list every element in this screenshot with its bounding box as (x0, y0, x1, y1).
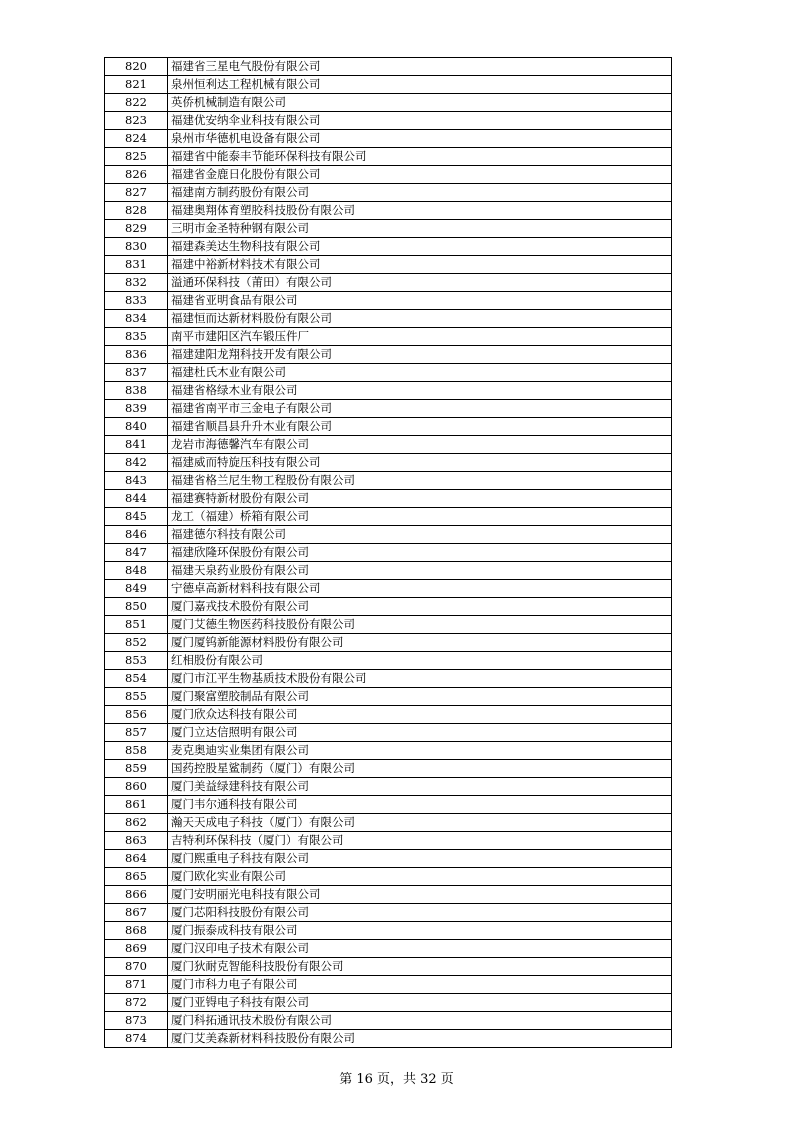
company-name: 福建恒而达新材料股份有限公司 (168, 310, 672, 328)
table-row (105, 400, 672, 418)
company-name: 国药控股星鲨制药（厦门）有限公司 (168, 760, 672, 778)
table-row (105, 544, 672, 562)
row-number: 823 (105, 112, 168, 130)
table-row (105, 868, 672, 886)
company-name: 福建威而特旋压科技有限公司 (168, 454, 672, 472)
company-name: 厦门欣众达科技有限公司 (168, 706, 672, 724)
row-number: 844 (105, 490, 168, 508)
table-row (105, 598, 672, 616)
row-number: 850 (105, 598, 168, 616)
company-name: 福建省格兰尼生物工程股份有限公司 (168, 472, 672, 490)
table-row (105, 166, 672, 184)
table-row (105, 742, 672, 760)
table-row (105, 796, 672, 814)
table-row (105, 256, 672, 274)
table-row (105, 1030, 672, 1048)
table-row (105, 526, 672, 544)
company-name: 福建省格绿木业有限公司 (168, 382, 672, 400)
row-number: 851 (105, 616, 168, 634)
table-row (105, 616, 672, 634)
row-number: 869 (105, 940, 168, 958)
company-name: 福建杜氏木业有限公司 (168, 364, 672, 382)
row-number: 821 (105, 76, 168, 94)
table-row (105, 418, 672, 436)
row-number: 843 (105, 472, 168, 490)
table-row (105, 328, 672, 346)
row-number: 835 (105, 328, 168, 346)
row-number: 845 (105, 508, 168, 526)
table-row (105, 850, 672, 868)
company-name: 南平市建阳区汽车锻压件厂 (168, 328, 672, 346)
table-row (105, 958, 672, 976)
table-row (105, 760, 672, 778)
row-number: 822 (105, 94, 168, 112)
table-row (105, 202, 672, 220)
row-number: 857 (105, 724, 168, 742)
table-row (105, 130, 672, 148)
row-number: 834 (105, 310, 168, 328)
row-number: 848 (105, 562, 168, 580)
company-name: 厦门艾德生物医药科技股份有限公司 (168, 616, 672, 634)
row-number: 852 (105, 634, 168, 652)
company-name: 福建天泉药业股份有限公司 (168, 562, 672, 580)
row-number: 846 (105, 526, 168, 544)
row-number: 861 (105, 796, 168, 814)
row-number: 831 (105, 256, 168, 274)
company-name: 三明市金圣特种钢有限公司 (168, 220, 672, 238)
company-name: 厦门市科力电子有限公司 (168, 976, 672, 994)
row-number: 837 (105, 364, 168, 382)
row-number: 859 (105, 760, 168, 778)
table-row (105, 724, 672, 742)
table-row (105, 778, 672, 796)
company-name: 厦门韦尔通科技有限公司 (168, 796, 672, 814)
row-number: 867 (105, 904, 168, 922)
company-name: 厦门安明丽光电科技有限公司 (168, 886, 672, 904)
table-row (105, 346, 672, 364)
row-number: 864 (105, 850, 168, 868)
company-name: 福建省南平市三金电子有限公司 (168, 400, 672, 418)
table-row (105, 310, 672, 328)
table-row (105, 688, 672, 706)
table-row (105, 634, 672, 652)
row-number: 826 (105, 166, 168, 184)
table-row (105, 148, 672, 166)
row-number: 836 (105, 346, 168, 364)
company-name: 福建奥翔体育塑胶科技股份有限公司 (168, 202, 672, 220)
company-name: 厦门美益绿建科技有限公司 (168, 778, 672, 796)
table-row (105, 274, 672, 292)
row-number: 868 (105, 922, 168, 940)
company-name: 福建中裕新材料技术有限公司 (168, 256, 672, 274)
company-name: 红相股份有限公司 (168, 652, 672, 670)
company-name: 瀚天天成电子科技（厦门）有限公司 (168, 814, 672, 832)
row-number: 840 (105, 418, 168, 436)
row-number: 824 (105, 130, 168, 148)
table-row (105, 670, 672, 688)
page-footer: 第 16 页，共 32 页 (339, 1072, 454, 1087)
table-row (105, 238, 672, 256)
company-name: 福建欣隆环保股份有限公司 (168, 544, 672, 562)
company-name: 厦门市江平生物基质技术股份有限公司 (168, 670, 672, 688)
table-row (105, 382, 672, 400)
company-name: 厦门汉印电子技术有限公司 (168, 940, 672, 958)
row-number: 860 (105, 778, 168, 796)
table-row (105, 490, 672, 508)
table-row (105, 814, 672, 832)
row-number: 842 (105, 454, 168, 472)
company-name: 厦门科拓通讯技术股份有限公司 (168, 1012, 672, 1030)
row-number: 820 (105, 58, 168, 76)
row-number: 839 (105, 400, 168, 418)
row-number: 847 (105, 544, 168, 562)
table-row (105, 472, 672, 490)
table-row (105, 184, 672, 202)
company-name: 福建德尔科技有限公司 (168, 526, 672, 544)
table-row (105, 436, 672, 454)
row-number: 841 (105, 436, 168, 454)
company-name: 泉州恒利达工程机械有限公司 (168, 76, 672, 94)
table-row (105, 580, 672, 598)
row-number: 829 (105, 220, 168, 238)
row-number: 863 (105, 832, 168, 850)
row-number: 849 (105, 580, 168, 598)
row-number: 830 (105, 238, 168, 256)
row-number: 832 (105, 274, 168, 292)
company-name: 厦门熙重电子科技有限公司 (168, 850, 672, 868)
company-name: 厦门欧化实业有限公司 (168, 868, 672, 886)
company-name: 福建省顺昌县升升木业有限公司 (168, 418, 672, 436)
table-row (105, 994, 672, 1012)
row-number: 865 (105, 868, 168, 886)
company-name: 龙工（福建）桥箱有限公司 (168, 508, 672, 526)
row-number: 870 (105, 958, 168, 976)
company-name: 厦门厦钨新能源材料股份有限公司 (168, 634, 672, 652)
row-number: 862 (105, 814, 168, 832)
table-row (105, 976, 672, 994)
company-name: 厦门芯阳科技股份有限公司 (168, 904, 672, 922)
table-row (105, 904, 672, 922)
table-row (105, 886, 672, 904)
company-name: 福建南方制药股份有限公司 (168, 184, 672, 202)
company-name: 英侨机械制造有限公司 (168, 94, 672, 112)
row-number: 827 (105, 184, 168, 202)
row-number: 874 (105, 1030, 168, 1048)
table-row (105, 706, 672, 724)
row-number: 873 (105, 1012, 168, 1030)
table-row (105, 454, 672, 472)
row-number: 856 (105, 706, 168, 724)
row-number: 825 (105, 148, 168, 166)
company-name: 泉州市华德机电设备有限公司 (168, 130, 672, 148)
company-name: 厦门振泰成科技有限公司 (168, 922, 672, 940)
row-number: 833 (105, 292, 168, 310)
row-number: 828 (105, 202, 168, 220)
table-row (105, 58, 672, 76)
table-row (105, 832, 672, 850)
company-name: 溢通环保科技（莆田）有限公司 (168, 274, 672, 292)
company-name: 宁德卓高新材料科技有限公司 (168, 580, 672, 598)
table-row (105, 922, 672, 940)
company-name: 厦门聚富塑胶制品有限公司 (168, 688, 672, 706)
table-row (105, 940, 672, 958)
company-name: 吉特利环保科技（厦门）有限公司 (168, 832, 672, 850)
row-number: 871 (105, 976, 168, 994)
table-row (105, 94, 672, 112)
table-row (105, 364, 672, 382)
company-name: 龙岩市海德馨汽车有限公司 (168, 436, 672, 454)
row-number: 853 (105, 652, 168, 670)
company-name: 厦门狄耐克智能科技股份有限公司 (168, 958, 672, 976)
row-number: 855 (105, 688, 168, 706)
company-name: 麦克奥迪实业集团有限公司 (168, 742, 672, 760)
company-name: 福建省中能泰丰节能环保科技有限公司 (168, 148, 672, 166)
company-name: 福建建阳龙翔科技开发有限公司 (168, 346, 672, 364)
row-number: 854 (105, 670, 168, 688)
row-number: 866 (105, 886, 168, 904)
company-name: 福建省金鹿日化股份有限公司 (168, 166, 672, 184)
table-row (105, 112, 672, 130)
row-number: 858 (105, 742, 168, 760)
table-row (105, 1012, 672, 1030)
row-number: 872 (105, 994, 168, 1012)
company-name: 厦门立达信照明有限公司 (168, 724, 672, 742)
table-row (105, 220, 672, 238)
table-row (105, 652, 672, 670)
company-name: 福建森美达生物科技有限公司 (168, 238, 672, 256)
table-row (105, 76, 672, 94)
company-name: 福建赛特新材股份有限公司 (168, 490, 672, 508)
table-row (105, 508, 672, 526)
table-row (105, 292, 672, 310)
company-name: 厦门亚锝电子科技有限公司 (168, 994, 672, 1012)
company-list-table (104, 57, 672, 1048)
company-name: 福建省亚明食品有限公司 (168, 292, 672, 310)
company-name: 厦门艾美森新材料科技股份有限公司 (168, 1030, 672, 1048)
company-list-body (105, 58, 672, 1048)
company-name: 福建省三星电气股份有限公司 (168, 58, 672, 76)
company-name: 厦门嘉戎技术股份有限公司 (168, 598, 672, 616)
company-name: 福建优安纳伞业科技有限公司 (168, 112, 672, 130)
row-number: 838 (105, 382, 168, 400)
table-row (105, 562, 672, 580)
